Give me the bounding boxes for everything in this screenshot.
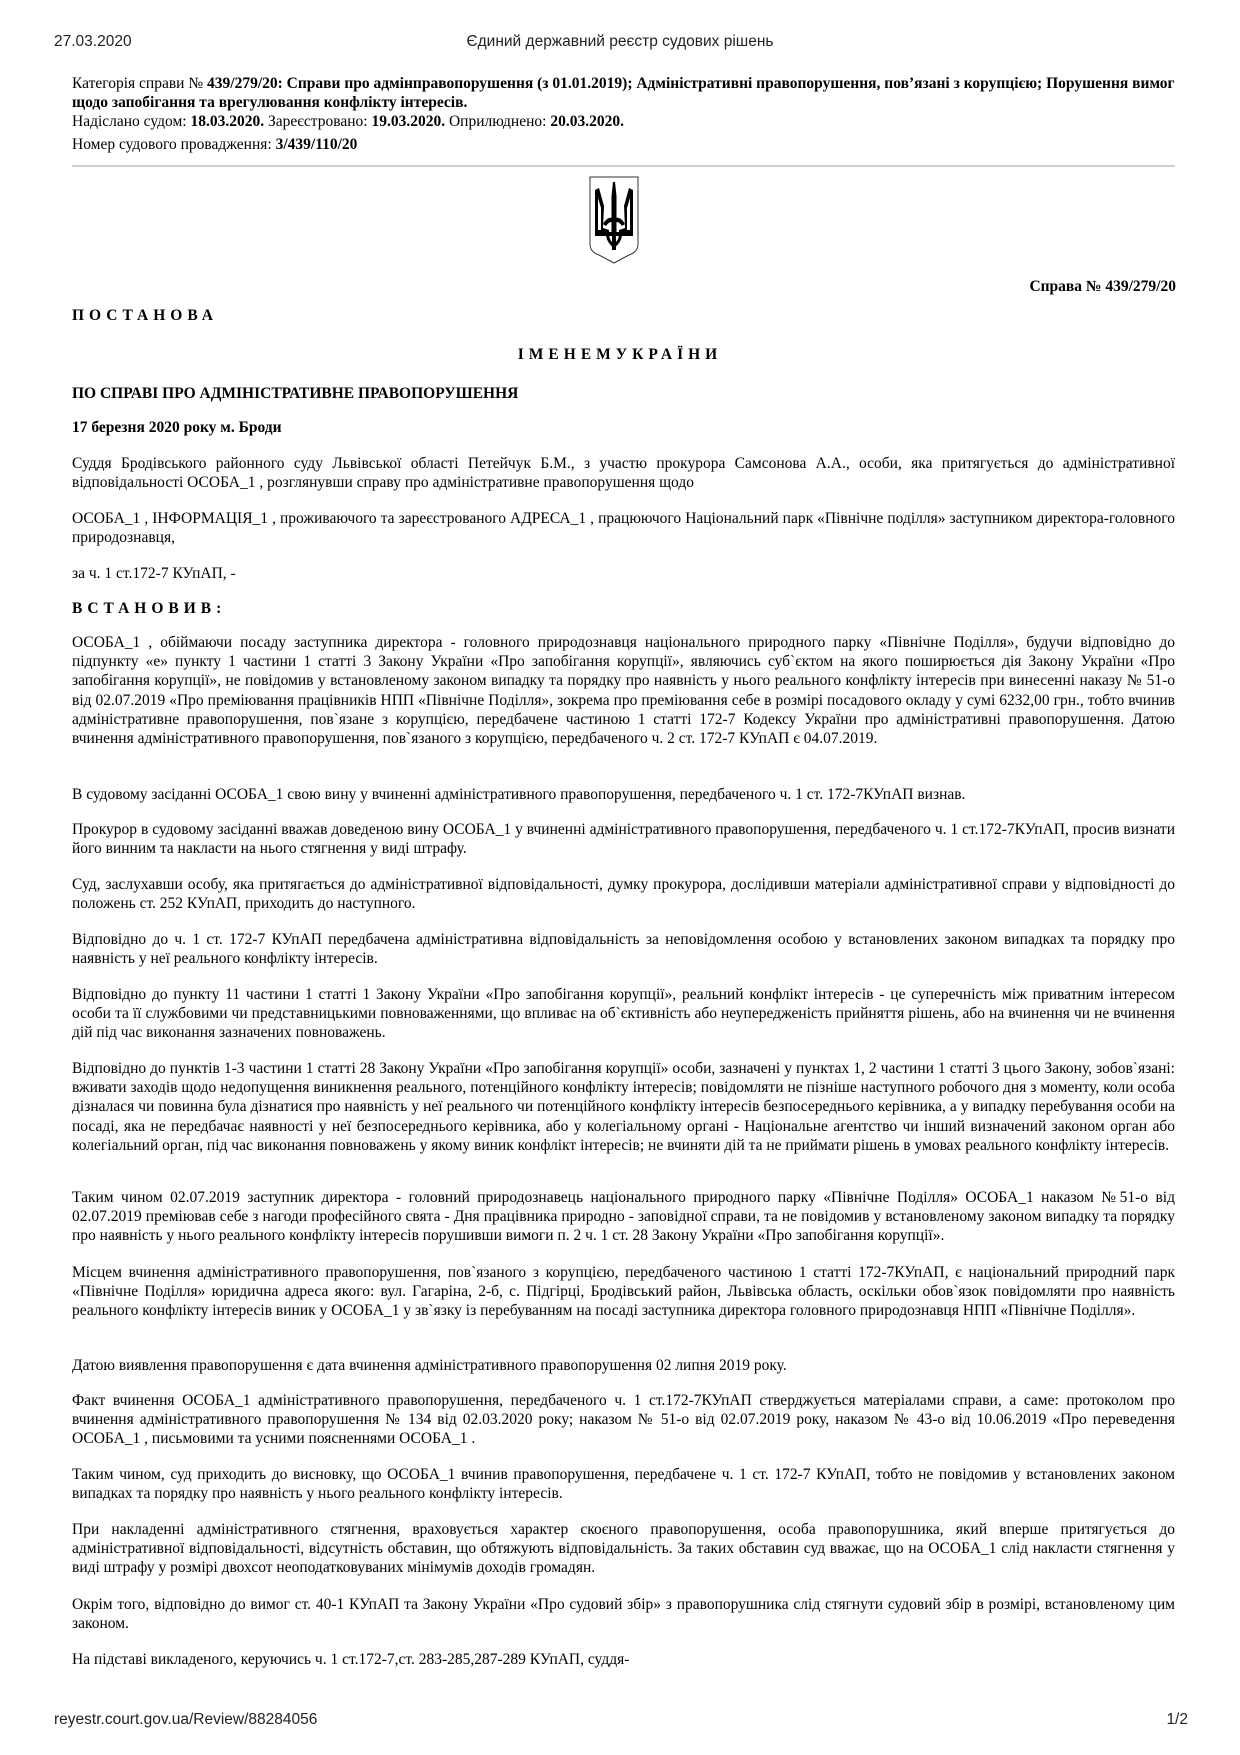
case-subject: ПО СПРАВІ ПРО АДМІНІСТРАТИВНЕ ПРАВОПОРУШЕННЯ: [72, 385, 519, 402]
category-value: 439/279/20: Справи про адмінправопорушення (з 01.01.2019); Адміністративні правопорушення, пов’язані з корупцією; Порушення вимог щодо запобігання та врегулювання конфлікту інтересів.: [72, 75, 1175, 111]
body-paragraph: Таким чином, суд приходить до висновку, що ОСОБА_1 вчинив правопорушення, передбачене ч. 1 ст. 172-7 КУпАП, тобто не повідомив у встановлених законом випадках та порядку про наявність у нього реального конфлікту інтересів.: [72, 1466, 1175, 1503]
category-label: Категорія справи №: [72, 75, 208, 92]
body-paragraph: Відповідно до ч. 1 ст. 172-7 КУпАП передбачена адміністративна відповідальність за неповідомлення особою у встановлених законом випадках та порядку про наявність у неї реального конфлікту інтересів.: [72, 931, 1175, 968]
published-value: 20.03.2020.: [550, 113, 624, 130]
body-paragraph: Окрім того, відповідно до вимог ст. 40-1 КУпАП та Закону України «Про судовий збір» з правопорушника слід стягнути судовий збір в розмірі, встановленому цим законом.: [72, 1596, 1175, 1633]
print-date: 27.03.2020: [54, 33, 132, 50]
print-title: Єдиний державний реєстр судових рішень: [466, 33, 774, 50]
page-number: 1/2: [1166, 1711, 1188, 1728]
print-footer: [0, 1711, 1240, 1731]
body-paragraph: Датою виявлення правопорушення є дата вчинення адміністративного правопорушення 02 липня 2019 року.: [72, 1357, 787, 1374]
body-paragraph: В судовому засіданні ОСОБА_1 свою вину у вчиненні адміністративного правопорушення, передбаченого ч. 1 ст. 172-7КУпАП визнав.: [72, 786, 966, 803]
proceeding-label: Номер судового провадження:: [72, 136, 276, 153]
coat-of-arms-icon: [589, 176, 639, 264]
person-paragraph: ОСОБА_1 , ІНФОРМАЦІЯ_1 , проживаючого та зареєстрованого АДРЕСА_1 , працюючого Національний парк «Північне поділля» заступником директора-головного природознавця,: [72, 510, 1175, 547]
proceeding-value: 3/439/110/20: [275, 136, 358, 153]
date-place: 17 березня 2020 року м. Броди: [72, 419, 282, 436]
established-heading: ВСТАНОВИВ:: [72, 600, 227, 617]
body-paragraph: При накладенні адміністративного стягнення, враховується характер скоєного правопорушення, особа правопорушника, який вперше притягується до адміністративної відповідальності, відсутність обставин, що обтяжують відповідальність. За таких обставин суд вважає, що на ОСОБА_1 слід накласти стягнення у виді штрафу у розмірі двохсот неоподатковуваних мінімумів доходів громадян.: [72, 1521, 1175, 1577]
page-url: reyestr.court.gov.ua/Review/88284056: [54, 1711, 318, 1728]
body-paragraph: Суд, заслухавши особу, яка притягається до адміністративної відповідальності, думку прокурора, дослідивши матеріали адміністративної справи у відповідності до положень ст. 252 КУпАП, приходить до наступного.: [72, 876, 1175, 913]
registered-value: 19.03.2020.: [371, 113, 446, 130]
article-paragraph: за ч. 1 ст.172-7 КУпАП, -: [72, 565, 236, 582]
sent-label: Надіслано судом:: [72, 113, 191, 130]
sent-value: 18.03.2020.: [190, 113, 265, 130]
body-paragraph: Відповідно до пункту 11 частини 1 статті 1 Закону України «Про запобігання корупції», реальний конфлікт інтересів - це суперечність між приватним інтересом особи та її службовими чи представницькими повноваженнями, що впливає на об`єктивність або неупередженість прийняття рішень, або на вчинення чи не вчинення дій під час виконання зазначених повноважень.: [72, 986, 1175, 1042]
header-divider: [72, 165, 1175, 167]
body-paragraph: На підставі викладеного, керуючись ч. 1 ст.172-7,ст. 283-285,287-289 КУпАП, суддя-: [72, 1651, 630, 1668]
document-type: ПОСТАНОВА: [72, 307, 218, 324]
case-number: Справа № 439/279/20: [1029, 278, 1176, 295]
body-paragraph: Прокурор в судовому засіданні вважав доведеною вину ОСОБА_1 у вчиненні адміністративного правопорушення, передбаченого ч. 1 ст.172-7КУпАП, просив визнати його винним та накласти на нього стягнення у виді штрафу.: [72, 821, 1175, 858]
published-label: Оприлюднено:: [445, 113, 551, 130]
print-header: [0, 33, 1240, 53]
body-paragraph: Відповідно до пунктів 1-3 частини 1 статті 28 Закону України «Про запобігання корупції» особи, зазначені у пунктах 1, 2 частини 1 статті 3 цього Закону, зобов`язані: вживати заходів щодо недопущення виникнення реального, потенційного конфлікту інтересів; повідомляти не пізніше наступного робочого дня з моменту, коли особа дізналася чи повинна була дізнатися про наявність у неї реального чи потенційного конфлікту інтересів безпосереднього керівника, а у випадку перебування особи на посаді, яка не передбачає наявності у неї безпосереднього керівника, або у колегіальному органі - Національне агентство чи інший визначений законом орган або колегіальний орган, під час виконання повноважень у якому виник конфлікт інтересів; не вчиняти дій та не приймати рішень в умовах реального конфлікту інтересів.: [72, 1060, 1175, 1154]
in-name-of-ukraine: ІМЕНЕМУКРАЇНИ: [517, 346, 723, 363]
body-paragraph: Факт вчинення ОСОБА_1 адміністративного правопорушення, передбаченого ч. 1 ст.172-7КУпАП стверджується матеріалами справи, а саме: протоколом про вчинення адміністративного правопорушення № 134 від 02.03.2020 року; наказом № 51-о від 02.07.2019 року, наказом № 43-о від 10.06.2019 «Про переведення ОСОБА_1 , письмовими та усними поясненнями ОСОБА_1 .: [72, 1392, 1175, 1448]
body-paragraph: ОСОБА_1 , обіймаючи посаду заступника директора - головного природознавця національного природного парку «Північне Поділля», будучи відповідно до підпункту «е» пункту 1 частини 1 статті 3 Закону України «Про запобігання корупції», являючись суб`єктом на якого поширюється дія Закону України «Про запобігання корупції», не повідомив у встановленому законом випадку та порядку про наявність у нього реального конфлікту інтересів при винесенні наказу № 51-о від 02.07.2019 «Про преміювання працівників НПП «Північне Поділля», зокрема про преміювання себе в розмірі посадового окладу у сумі 6232,00 грн., тобто вчинив адміністративне правопорушення, пов`язане з корупцією, передбачене частиною 1 статті 172-7 Кодексу України про адміністративні правопорушення. Датою вчинення адміністративного правопорушення, пов`язаного з корупцією, передбаченого ч. 2 ст. 172-7 КУпАП є 04.07.2019.: [72, 634, 1175, 748]
case-metadata: [72, 74, 1182, 154]
body-paragraph: Місцем вчинення адміністративного правопорушення, пов`язаного з корупцією, передбаченого частиною 1 статті 172-7КУпАП, є національний природний парк «Північне Поділля» юридична адреса якого: вул. Гагаріна, 2-б, с. Підгірці, Бродівський район, Львівська область, оскільки обов`язок повідомляти про наявність реального конфлікту інтересів виник у ОСОБА_1 у зв`язку із перебуванням на посаді заступника директора головного природознавця НПП «Північне Поділля».: [72, 1264, 1175, 1320]
case-category: [72, 74, 1182, 112]
intro-paragraph: Суддя Бродівського районного суду Львівської області Петейчук Б.М., з участю прокурора Самсонова А.А., особи, яка притягується до адміністративної відповідальності ОСОБА_1 , розглянувши справу про адміністративне правопорушення щодо: [72, 455, 1175, 492]
body-paragraph: Таким чином 02.07.2019 заступник директора - головний природознавець національного природного парку «Північне Поділля» ОСОБА_1 наказом №51-о від 02.07.2019 преміював себе з нагоди професійного свята - Дня працівника природно - заповідної справи, та не повідомив у встановленому законом випадку та порядку про наявність у нього реального конфлікту інтересів порушивши вимоги п. 2 ч. 1 ст. 28 Закону України «Про запобігання корупції».: [72, 1189, 1175, 1245]
proceeding-number: [72, 135, 1182, 154]
case-dates: [72, 112, 1182, 131]
registered-label: Зареєстровано:: [264, 113, 372, 130]
